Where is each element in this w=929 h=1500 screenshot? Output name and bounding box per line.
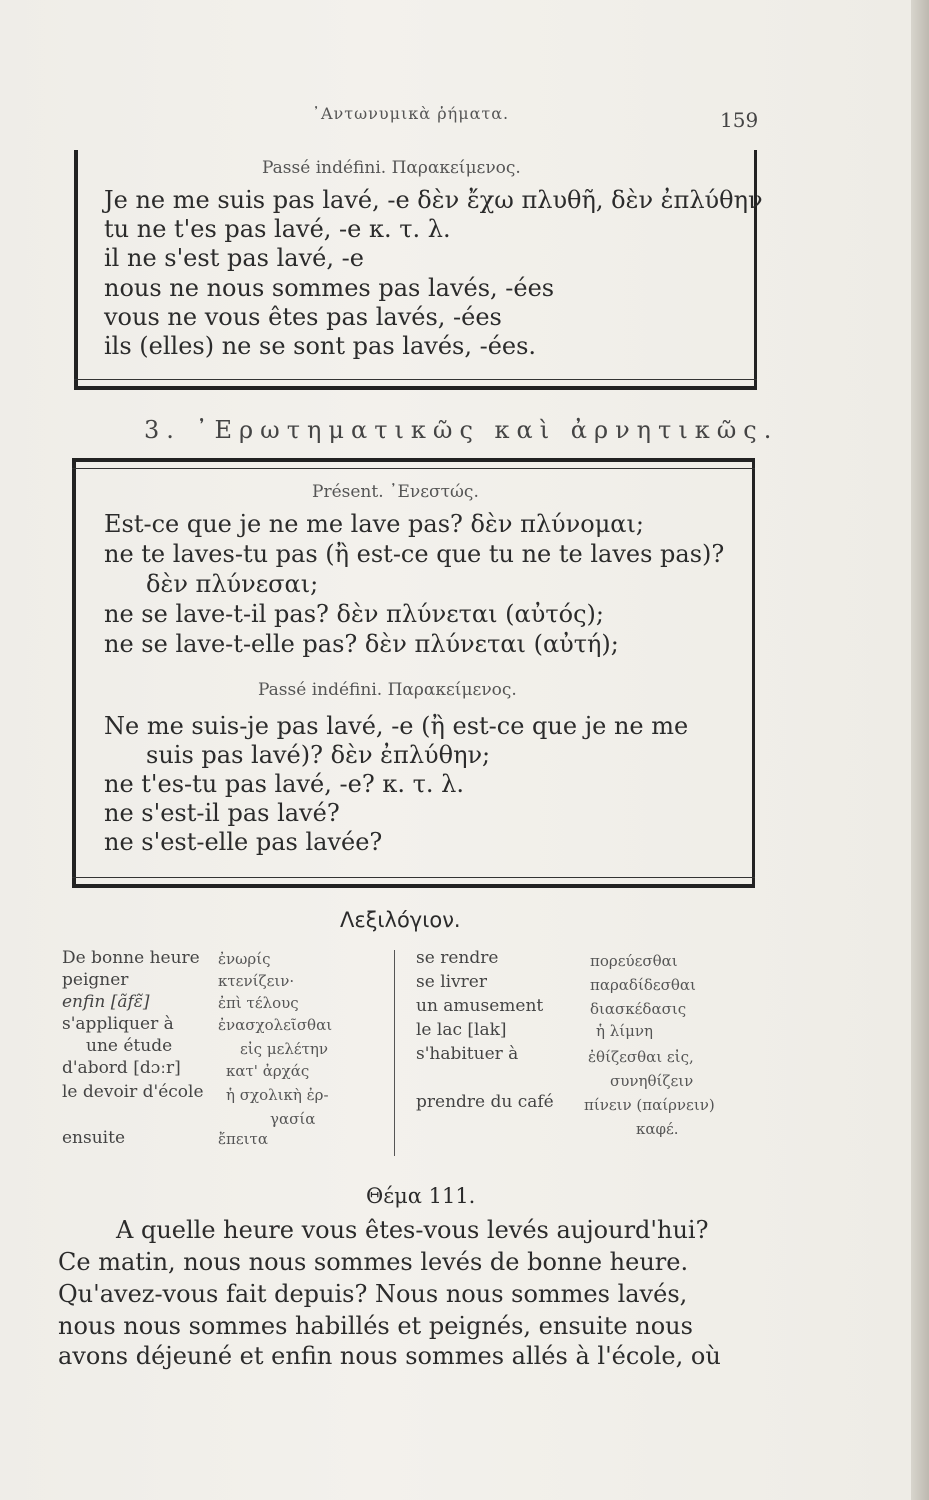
vocab-right-gr: καφέ. (636, 1120, 679, 1138)
vocab-right-fr: se livrer (416, 972, 487, 992)
vocab-right-gr: παραδίδεσθαι (590, 976, 696, 994)
vocab-right-fr: un amusement (416, 996, 544, 1016)
running-head: ᾿Αντωνυμικὰ ῥήματα. (312, 104, 510, 123)
vocab-right-gr: συνηθίζειν (610, 1072, 694, 1090)
vocab-right-gr: ἐθίζεσθαι εἰς, (588, 1048, 694, 1066)
section-heading: 3. ᾿Ερωτηματικῶς καὶ ἀρνητικῶς. (144, 416, 779, 444)
vocab-left-gr: εἰς μελέτην (240, 1040, 329, 1058)
vocab-right-fr: se rendre (416, 948, 499, 968)
passe-line: ne t'es-tu pas lavé, -e? κ. τ. λ. (104, 770, 464, 798)
block1-subheading: Passé indéfini. Παρακείμενος. (262, 158, 521, 178)
exercise-line: nous nous sommes habillés et peignés, ensuite nous (58, 1312, 693, 1340)
block1-line: ils (elles) ne se sont pas lavés, -ées. (104, 332, 537, 360)
present-line: ne se lave-t-elle pas? δὲν πλύνεται (αὐτή); (104, 630, 619, 658)
page-edge (911, 0, 929, 1500)
vocab-left-fr: le devoir d'école (62, 1082, 204, 1102)
passe-line: Ne me suis-je pas lavé, -e (ἢ est-ce que je ne me (104, 712, 689, 740)
vocab-left-fr: d'abord [dɔːr] (62, 1058, 181, 1078)
present-line: Est-ce que je ne me lave pas? δὲν πλύνομαι; (104, 510, 644, 538)
vocab-right-gr: ἡ λίμνη (596, 1022, 653, 1040)
vocab-left-gr: γασία (270, 1110, 316, 1128)
exercise-line: avons déjeuné et enfin nous sommes allés à l'école, où (58, 1342, 721, 1370)
block1-line: nous ne nous sommes pas lavés, -ées (104, 274, 555, 302)
block2-subheading-passe: Passé indéfini. Παρακείμενος. (258, 680, 517, 700)
vocab-left-fr: s'appliquer à (62, 1014, 174, 1034)
vocab-left-fr: enfin [ãfɛ̃] (62, 992, 150, 1012)
passe-line: suis pas lavé)? δὲν ἐπλύθην; (146, 741, 491, 769)
passe-line: ne s'est-il pas lavé? (104, 799, 340, 827)
vocab-left-gr: ἐνωρίς (218, 950, 271, 968)
vocab-left-fr: ensuite (62, 1128, 126, 1148)
present-line: ne se lave-t-il pas? δὲν πλύνεται (αὐτός); (104, 600, 604, 628)
vocab-left-gr: ἐπὶ τέλους (218, 994, 299, 1012)
vocab-right-gr: πορεύεσθαι (590, 952, 678, 970)
vocab-left-gr: ἔπειτα (218, 1130, 268, 1148)
vocab-right-fr: prendre du café (416, 1092, 554, 1112)
block1-line: il ne s'est pas lavé, -e (104, 244, 364, 272)
page-number: 159 (720, 108, 759, 132)
vocab-right-fr: le lac [lak] (416, 1020, 507, 1040)
vocabulary-title: Λεξιλόγιον. (340, 908, 461, 932)
exercise-title: Θέμα 111. (366, 1184, 476, 1208)
block1-line: tu ne t'es pas lavé, -e κ. τ. λ. (104, 215, 451, 243)
vocabulary-divider (394, 950, 395, 1156)
present-line: ne te laves-tu pas (ἢ est-ce que tu ne te laves pas)? (104, 540, 725, 568)
block2-subheading-present: Présent. ᾿Ενεστώς. (312, 482, 479, 502)
vocab-left-gr: κατ' ἀρχάς (226, 1062, 310, 1080)
exercise-line: Qu'avez-vous fait depuis? Nous nous sommes lavés, (58, 1280, 688, 1308)
vocab-right-gr: διασκέδασις (590, 1000, 687, 1018)
block1-line: Je ne me suis pas lavé, -e δὲν ἔχω πλυθῆ, δὲν ἐπλύθην (104, 186, 763, 214)
block1-line: vous ne vous êtes pas lavés, -ées (104, 303, 502, 331)
vocab-left-gr: ἡ σχολικὴ ἐρ- (226, 1086, 329, 1104)
passe-line: ne s'est-elle pas lavée? (104, 828, 383, 856)
vocab-left-fr: peigner (62, 970, 129, 990)
vocab-right-fr: s'habituer à (416, 1044, 519, 1064)
vocab-left-fr: De bonne heure (62, 948, 200, 968)
vocab-left-gr: ἐνασχολεῖσθαι (218, 1016, 333, 1034)
vocab-left-fr: une étude (86, 1036, 173, 1056)
exercise-line: A quelle heure vous êtes-vous levés aujourd'hui? (116, 1216, 709, 1244)
present-line: δὲν πλύνεσαι; (146, 570, 319, 598)
exercise-line: Ce matin, nous nous sommes levés de bonne heure. (58, 1248, 689, 1276)
vocab-right-gr: πίνειν (παίρνειν) (584, 1096, 715, 1114)
vocab-left-gr: κτενίζειν· (218, 972, 295, 990)
